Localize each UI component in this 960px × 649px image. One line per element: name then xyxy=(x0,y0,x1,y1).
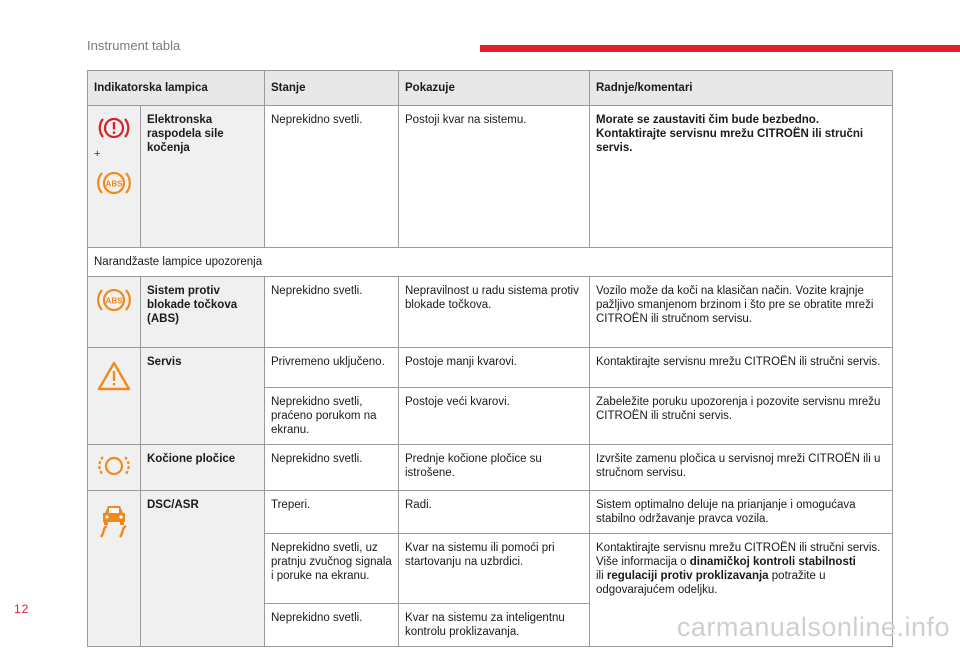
section-label: Narandžaste lampice upozorenja xyxy=(88,248,893,277)
indicator-name: Kočione pločice xyxy=(141,445,265,491)
plus-sign: + xyxy=(94,148,101,160)
action-link-text: dinamičkoj kontroli stabilnosti xyxy=(689,556,856,568)
icon-cell xyxy=(88,348,141,445)
indicates-cell: Postoji kvar na sistemu. xyxy=(399,106,590,248)
state-cell: Neprekidno svetli, uz pratnju zvučnog signala i poruke na ekranu. xyxy=(265,534,399,604)
action-cell: Morate se zaustaviti čim bude bezbedno. Kontaktirajte servisnu mrežu CITROËN ili stručni servis. xyxy=(590,106,893,248)
abs-icon xyxy=(96,284,132,316)
column-header: Radnje/komentari xyxy=(590,71,893,106)
state-cell: Neprekidno svetli, praćeno porukom na ekranu. xyxy=(265,388,399,445)
column-header: Stanje xyxy=(265,71,399,106)
icon-cell xyxy=(88,491,141,647)
column-header: Indikatorska lampica xyxy=(88,71,265,106)
abs-icon xyxy=(96,167,132,199)
table-row xyxy=(88,491,893,534)
indicates-cell: Nepravilnost u radu sistema protiv blokade točkova. xyxy=(399,277,590,348)
state-cell: Treperi. xyxy=(265,491,399,534)
action-cell: Kontaktirajte servisnu mrežu CITROËN ili stručni servis. xyxy=(590,348,893,388)
svg-text:ABS: ABS xyxy=(105,179,123,189)
indicator-name: Sistem protiv blokade točkova (ABS) xyxy=(141,277,265,348)
icon-cell xyxy=(88,106,141,248)
indicates-cell: Kvar na sistemu za inteligentnu kontrolu proklizavanja. xyxy=(399,604,590,647)
action-cell: Izvršite zamenu pločica u servisnoj mreži CITROËN ili u stručnom servisu. xyxy=(590,445,893,491)
svg-text:ABS: ABS xyxy=(105,296,123,306)
skidding-car-icon xyxy=(96,501,132,539)
indicates-cell: Radi. xyxy=(399,491,590,534)
brake-warning-icon xyxy=(97,113,131,143)
watermark: carmanualsonline.info xyxy=(676,612,950,642)
page-number: 12 xyxy=(14,602,30,616)
indicator-name: DSC/ASR xyxy=(141,491,265,647)
column-header: Pokazuje xyxy=(399,71,590,106)
indicates-cell: Kvar na sistemu ili pomoći pri startovanju na uzbrdici. xyxy=(399,534,590,604)
table-row xyxy=(88,277,893,348)
header-accent-bar xyxy=(480,45,960,52)
state-cell: Neprekidno svetli. xyxy=(265,604,399,647)
indicates-cell: Postoje veći kvarovi. xyxy=(399,388,590,445)
action-link-text: regulaciji protiv proklizavanja xyxy=(606,570,769,582)
table-row xyxy=(88,445,893,491)
icon-cell xyxy=(88,277,141,348)
warning-triangle-icon xyxy=(96,360,132,392)
action-cell: Zabeležite poruku upozorenja i pozovite servisnu mrežu CITROËN ili stručni servis. xyxy=(590,388,893,445)
action-text: ili xyxy=(596,570,607,582)
state-cell: Neprekidno svetli. xyxy=(265,106,399,248)
state-cell: Neprekidno svetli. xyxy=(265,277,399,348)
page-header-title: Instrument tabla xyxy=(87,38,181,53)
indicates-cell: Prednje kočione pločice su istrošene. xyxy=(399,445,590,491)
warning-lights-table xyxy=(87,70,893,647)
state-cell: Neprekidno svetli. xyxy=(265,445,399,491)
icon-cell xyxy=(88,445,141,491)
action-text: Kontaktirajte servisnu mrežu CITROËN ili stručni servis. xyxy=(596,542,881,554)
action-cell: Vozilo može da koči na klasičan način. Vozite krajnje pažljivo smanjenom brzinom i što pre se obratite mreži CITROËN ili stručnom servisu. xyxy=(590,277,893,348)
indicates-cell: Postoje manji kvarovi. xyxy=(399,348,590,388)
brake-pads-icon xyxy=(97,452,131,480)
section-row xyxy=(88,248,893,277)
indicator-name: Elektronska raspodela sile kočenja xyxy=(141,106,265,248)
indicator-name: Servis xyxy=(141,348,265,445)
action-text: Više informacija o xyxy=(596,556,690,568)
table-row xyxy=(88,106,893,248)
table-row xyxy=(88,348,893,388)
action-cell: Sistem optimalno deluje na prianjanje i omogućava stabilno održavanje pravca vozila. xyxy=(590,491,893,534)
action-text: potražite u odgovarajućem odeljku. xyxy=(596,570,826,596)
table-header-row xyxy=(88,71,893,106)
state-cell: Privremeno uključeno. xyxy=(265,348,399,388)
